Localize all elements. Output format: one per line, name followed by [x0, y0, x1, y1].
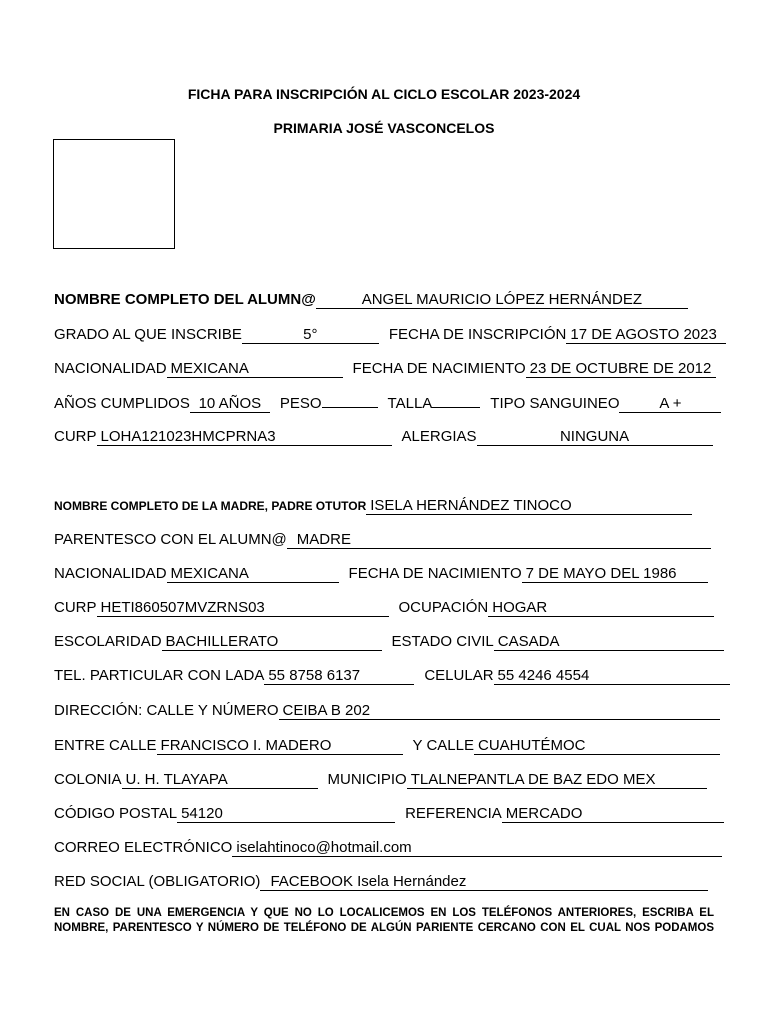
- address-label: DIRECCIÓN: CALLE Y NÚMERO: [54, 702, 279, 719]
- between-field[interactable]: FRANCISCO I. MADERO: [157, 738, 403, 755]
- zip-field[interactable]: 54120: [177, 806, 395, 823]
- email-row: [54, 839, 722, 857]
- allergies-label: ALERGIAS: [401, 428, 477, 445]
- colonia-label: COLONIA: [54, 771, 122, 788]
- relation-label: PARENTESCO CON EL ALUMN@: [54, 531, 287, 548]
- guardian-birth-field[interactable]: 7 DE MAYO DEL 1986: [522, 566, 708, 583]
- social-label: RED SOCIAL (OBLIGATORIO): [54, 873, 261, 890]
- curp-row: [54, 428, 713, 446]
- and-street-label: Y CALLE: [412, 737, 474, 754]
- relation-row: [54, 531, 711, 549]
- social-row: [54, 873, 708, 891]
- civil-label: ESTADO CIVIL: [391, 633, 494, 650]
- occupation-label: OCUPACIÓN: [398, 599, 489, 616]
- schooling-row: [54, 633, 724, 651]
- relation-field[interactable]: MADRE: [287, 532, 711, 549]
- height-label: TALLA: [387, 395, 433, 412]
- blood-field[interactable]: A +: [619, 396, 721, 413]
- grade-row: [54, 326, 726, 344]
- birth-label: FECHA DE NACIMIENTO: [352, 360, 526, 377]
- emergency-note: EN CASO DE UNA EMERGENCIA Y QUE NO LO LOCALICEMOS EN LOS TELÉFONOS ANTERIORES, ESCRIBA EL NOMBRE, PARENTESCO Y NÚMERO DE TELÉFONO DE ALGÚN PARIENTE CERCANO CON EL CUAL NOS PODAMOS: [54, 907, 714, 934]
- colonia-field[interactable]: U. H. TLAYAPA: [122, 772, 318, 789]
- reference-field[interactable]: MERCADO: [502, 806, 724, 823]
- guardian-curp-row: [54, 599, 714, 617]
- nationality-row: [54, 360, 716, 378]
- municipio-label: MUNICIPIO: [327, 771, 407, 788]
- guardian-nationality-row: [54, 565, 708, 583]
- grade-field[interactable]: 5°: [242, 327, 379, 344]
- guardian-name-row: [54, 497, 692, 515]
- schooling-label: ESCOLARIDAD: [54, 633, 162, 650]
- age-row: [54, 395, 721, 413]
- colonia-row: [54, 771, 707, 789]
- between-row: [54, 737, 720, 755]
- mobile-label: CELULAR: [424, 667, 494, 684]
- address-row: [54, 702, 720, 720]
- guardian-nationality-field[interactable]: MEXICANA: [167, 566, 339, 583]
- curp-field[interactable]: LOHA121023HMCPRNA3: [97, 429, 392, 446]
- school-name: PRIMARIA JOSÉ VASCONCELOS: [273, 120, 495, 136]
- age-field[interactable]: 10 AÑOS: [190, 396, 270, 413]
- phone-row: [54, 667, 730, 685]
- schooling-field[interactable]: BACHILLERATO: [162, 634, 382, 651]
- guardian-curp-field[interactable]: HETI860507MVZRNS03: [97, 600, 389, 617]
- guardian-name-label: NOMBRE COMPLETO DE LA MADRE, PADRE OTUTOR: [54, 499, 367, 513]
- student-name-field[interactable]: ANGEL MAURICIO LÓPEZ HERNÁNDEZ: [316, 292, 688, 309]
- allergies-field[interactable]: NINGUNA: [477, 429, 713, 446]
- enroll-date-label: FECHA DE INSCRIPCIÓN: [388, 326, 567, 343]
- zip-row: [54, 805, 724, 823]
- phone-field[interactable]: 55 8758 6137: [264, 668, 414, 685]
- occupation-field[interactable]: HOGAR: [488, 600, 714, 617]
- guardian-curp-label: CURP: [54, 599, 97, 616]
- height-field[interactable]: [432, 407, 480, 408]
- form-title: FICHA PARA INSCRIPCIÓN AL CICLO ESCOLAR 2023-2024: [187, 86, 581, 102]
- address-field[interactable]: CEIBA B 202: [279, 703, 720, 720]
- enroll-date-field[interactable]: 17 DE AGOSTO 2023: [566, 327, 726, 344]
- blood-label: TIPO SANGUINEO: [490, 395, 620, 412]
- photo-box: [53, 139, 175, 249]
- weight-field[interactable]: [322, 407, 378, 408]
- reference-label: REFERENCIA: [405, 805, 502, 822]
- nationality-field[interactable]: MEXICANA: [167, 361, 343, 378]
- weight-label: PESO: [279, 395, 322, 412]
- age-label: AÑOS CUMPLIDOS: [54, 395, 190, 412]
- student-name-row: [54, 291, 688, 309]
- grade-label: GRADO AL QUE INSCRIBE: [54, 326, 242, 343]
- mobile-field[interactable]: 55 4246 4554: [494, 668, 730, 685]
- student-name-label: NOMBRE COMPLETO DEL ALUMN@: [54, 291, 316, 308]
- guardian-birth-label: FECHA DE NACIMIENTO: [348, 565, 522, 582]
- email-label: CORREO ELECTRÓNICO: [54, 839, 233, 856]
- guardian-nationality-label: NACIONALIDAD: [54, 565, 167, 582]
- and-street-field[interactable]: CUAHUTÉMOC: [474, 738, 720, 755]
- guardian-name-field[interactable]: ISELA HERNÁNDEZ TINOCO: [366, 498, 692, 515]
- nationality-label: NACIONALIDAD: [54, 360, 167, 377]
- zip-label: CÓDIGO POSTAL: [54, 805, 178, 822]
- civil-field[interactable]: CASADA: [494, 634, 724, 651]
- municipio-field[interactable]: TLALNEPANTLA DE BAZ EDO MEX: [407, 772, 707, 789]
- email-field[interactable]: iselahtinoco@hotmail.com: [232, 840, 722, 857]
- birth-field[interactable]: 23 DE OCTUBRE DE 2012: [526, 361, 716, 378]
- between-label: ENTRE CALLE: [54, 737, 157, 754]
- phone-label: TEL. PARTICULAR CON LADA: [54, 667, 265, 684]
- curp-label: CURP: [54, 428, 97, 445]
- social-field[interactable]: FACEBOOK Isela Hernández: [260, 874, 708, 891]
